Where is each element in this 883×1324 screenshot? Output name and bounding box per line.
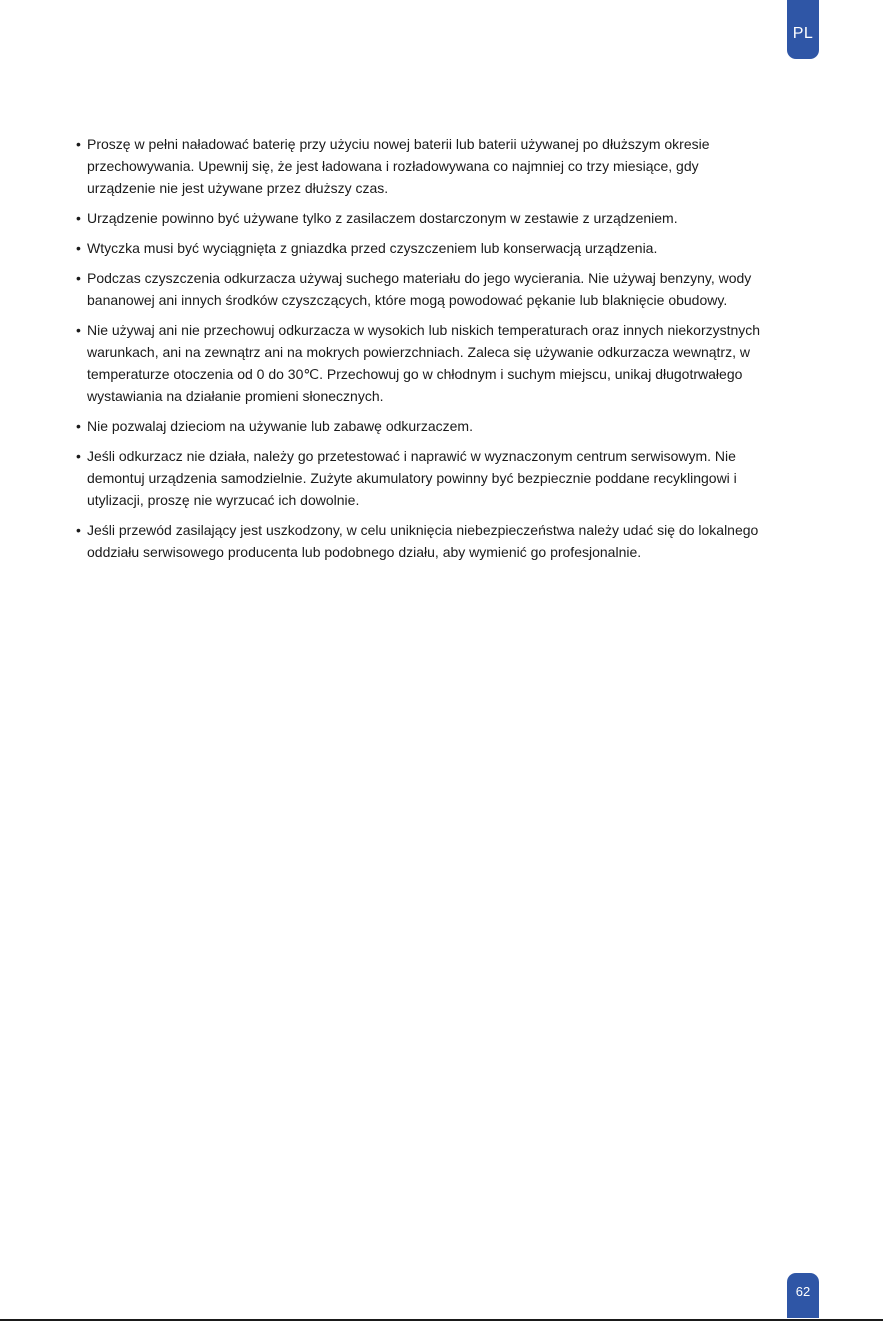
bullet-icon: •: [76, 240, 81, 256]
bullet-text-line: demontuj urządzenia samodzielnie. Zużyte akumulatory powinny być bezpiecznie poddane recyklingowi i: [87, 470, 737, 486]
bullet-icon: •: [76, 322, 81, 338]
bullet-text-line: warunkach, ani na zewnątrz ani na mokrych powierzchniach. Zaleca się używanie odkurzacza wewnątrz, w: [87, 344, 750, 360]
bullet-text-line: Nie pozwalaj dzieciom na używanie lub zabawę odkurzaczem.: [87, 418, 473, 434]
bullet-text-line: Proszę w pełni naładować baterię przy użyciu nowej baterii lub baterii używanej po dłuższym okresie: [87, 136, 710, 152]
bullet-text-line: bananowej ani innych środków czyszczących, które mogą powodować pękanie lub blaknięcie obudowy.: [87, 292, 728, 308]
bullet-item: [76, 207, 836, 229]
bullet-text-line: Nie używaj ani nie przechowuj odkurzacza w wysokich lub niskich temperaturach oraz innych niekorzystnych: [87, 322, 761, 338]
bullet-text-line: Urządzenie powinno być używane tylko z zasilaczem dostarczonym w zestawie z urządzeniem.: [87, 210, 678, 226]
bullet-text-line: Wtyczka musi być wyciągnięta z gniazdka przed czyszczeniem lub konserwacją urządzenia.: [87, 240, 658, 256]
language-tab: PL: [787, 0, 819, 59]
bullet-icon: •: [76, 418, 81, 434]
bullet-icon: •: [76, 270, 81, 286]
bullet-item: [76, 237, 836, 259]
bullet-item: [76, 445, 836, 511]
bullet-text-line: temperaturze otoczenia od 0 do 30℃. Przechowuj go w chłodnym i suchym miejscu, unikaj długotrwałego: [87, 366, 743, 382]
bullet-icon: •: [76, 136, 81, 152]
safety-instructions: [76, 133, 836, 571]
bottom-rule: [0, 1319, 883, 1321]
bullet-item: [76, 415, 836, 437]
bullet-item: [76, 267, 836, 311]
bullet-text-line: urządzenie nie jest używane przez dłuższy czas.: [87, 180, 389, 196]
bullet-text-line: Jeśli przewód zasilający jest uszkodzony, w celu uniknięcia niebezpieczeństwa należy udać się do lokalnego: [87, 522, 759, 538]
bullet-text-line: oddziału serwisowego producenta lub podobnego działu, aby wymienić go profesjonalnie.: [87, 544, 642, 560]
bullet-icon: •: [76, 522, 81, 538]
page-number: 62: [787, 1273, 819, 1318]
bullet-text-line: utylizacji, proszę nie wyrzucać ich dowolnie.: [87, 492, 360, 508]
bullet-icon: •: [76, 448, 81, 464]
bullet-item: [76, 319, 836, 407]
bullet-icon: •: [76, 210, 81, 226]
bullet-text-line: Jeśli odkurzacz nie działa, należy go przetestować i naprawić w wyznaczonym centrum serwisowym. Nie: [87, 448, 736, 464]
bullet-text-line: przechowywania. Upewnij się, że jest ładowana i rozładowywana co najmniej co trzy miesiące, gdy: [87, 158, 699, 174]
bullet-list: [76, 133, 836, 563]
bullet-item: [76, 133, 836, 199]
bullet-text-line: Podczas czyszczenia odkurzacza używaj suchego materiału do jego wycierania. Nie używaj benzyny, wody: [87, 270, 752, 286]
bullet-text-line: wystawiania na działanie promieni słonecznych.: [87, 388, 384, 404]
bullet-item: [76, 519, 836, 563]
